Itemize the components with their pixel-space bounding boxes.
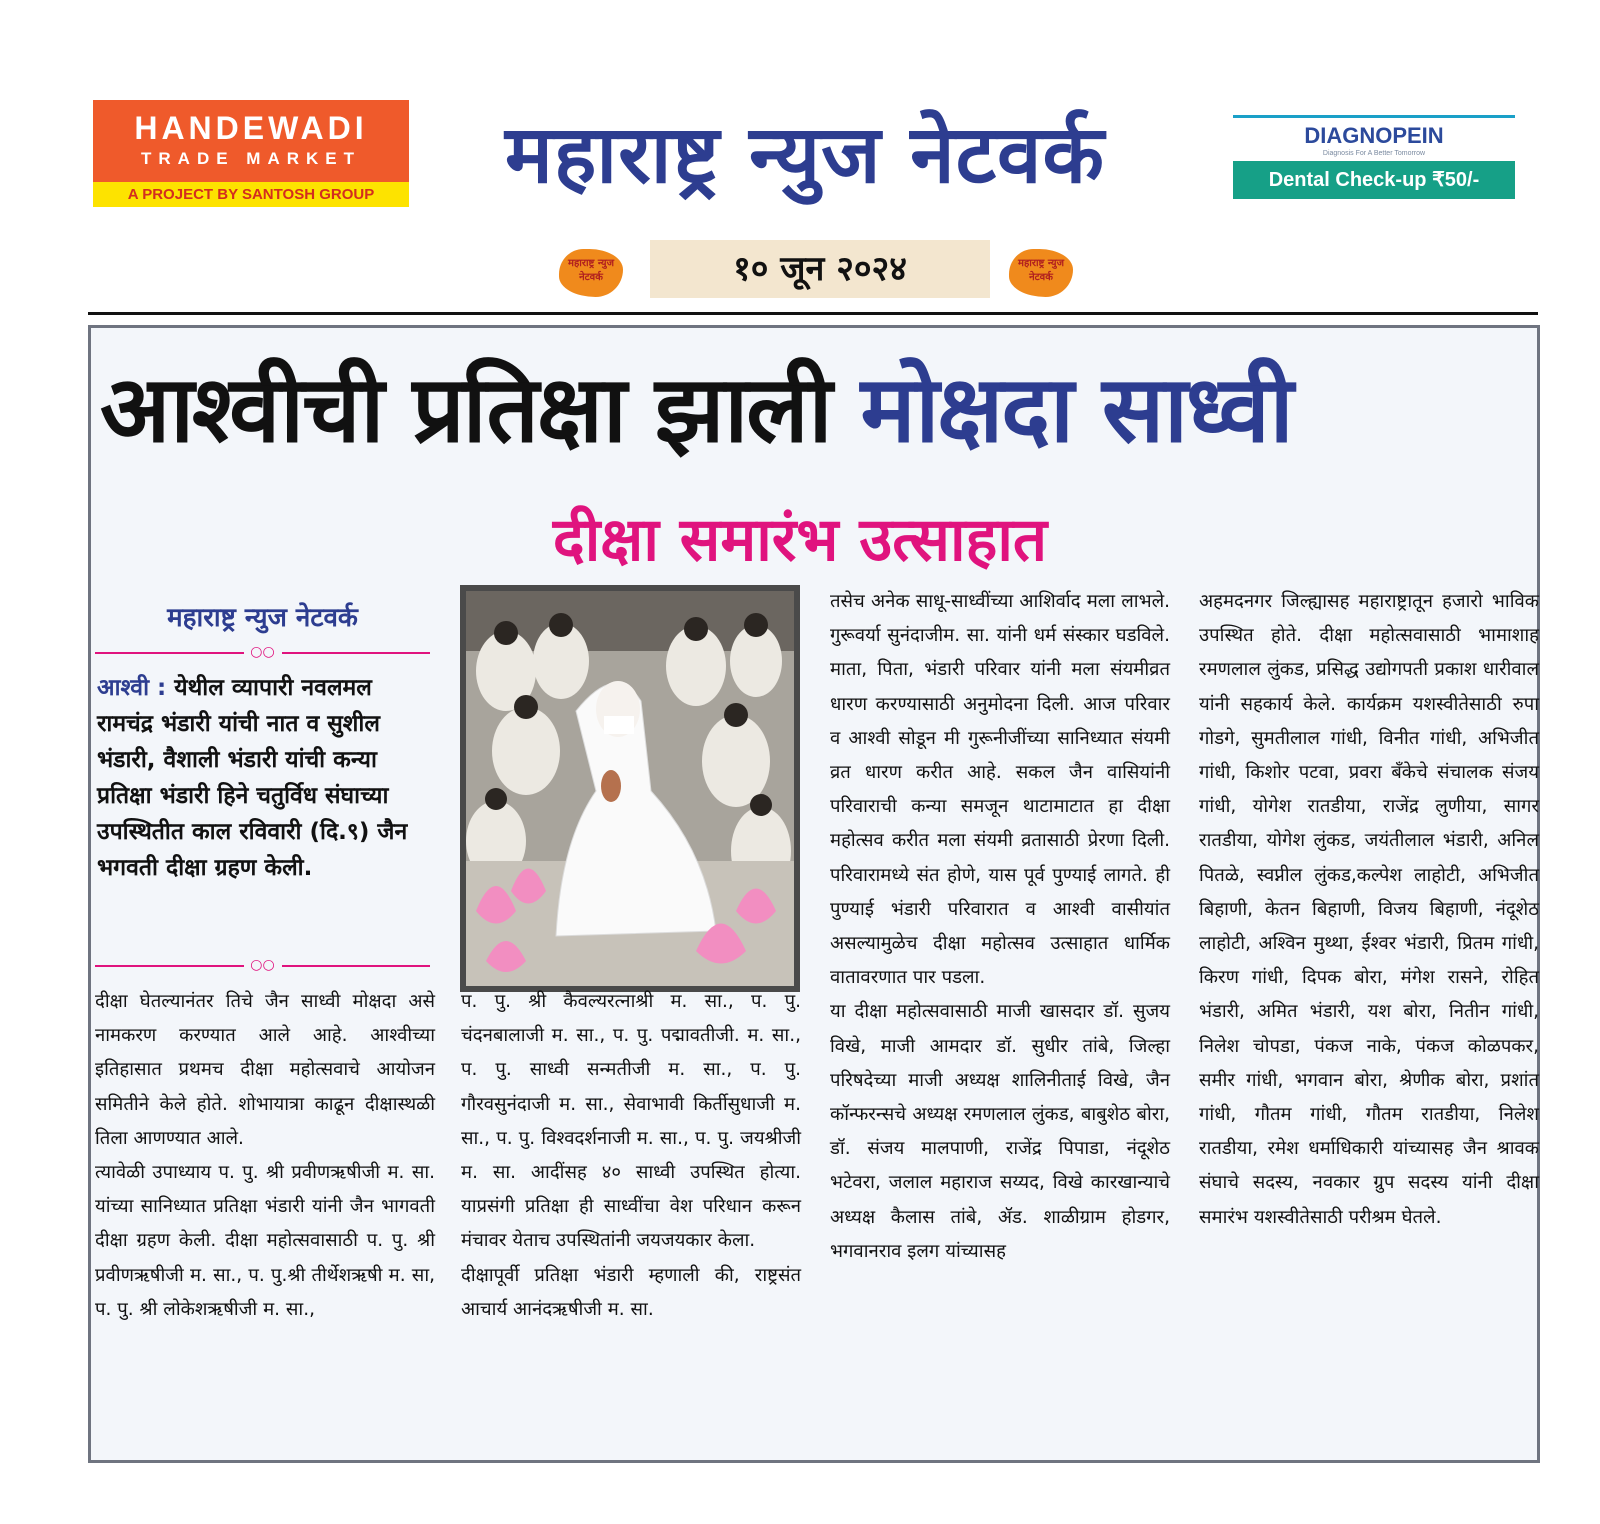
lead-paragraph <box>97 670 430 886</box>
divider-ornament-icon: ○○ <box>244 644 282 660</box>
map-badge-icon <box>555 243 627 303</box>
column-paragraph: दीक्षापूर्वी प्रतिक्षा भंडारी म्हणाली की, राष्ट्रसंत आचार्य आनंदऋषीजी म. सा. <box>461 1264 801 1320</box>
ad-tagline: Diagnosis For A Better Tomorrow <box>1322 150 1426 157</box>
column-paragraph: या दीक्षा महोत्सवासाठी माजी खासदार डॉ. सुजय विखे, माजी आमदार डॉ. सुधीर तांबे, जिल्हा परिषदेच्या माजी अध्यक्ष शालिनीताई विखे, जैन कॉन्फरन्सचे अध्यक्ष रमणलाल लुंकड, बाबुशेठ बोरा, डॉ. संजय मालपाणी, राजेंद्र पिपाडा, नंदूशेठ भटेवरा, जलाल महाराज सय्यद, विखे कारखान्याचे अध्यक्ष कैलास तांबे, ॲड. शाळीग्राम होडगर, भगवानराव इलग यांच्यासह <box>830 1001 1170 1262</box>
article-column-3 <box>830 585 1170 1269</box>
lead-divider <box>95 644 430 660</box>
header-rule <box>88 312 1538 315</box>
lead-body: येथील व्यापारी नवलमल रामचंद्र भंडारी यांची नात व सुशील भंडारी, वैशाली भंडारी यांची कन्या प्रतिक्षा भंडारी हिने चतुर्विध संघाच्या उपस्थितीत काल रविवारी (दि.९) जैन भगवती दीक्षा ग्रहण केली. <box>97 675 408 881</box>
ad-strip: A PROJECT BY SANTOSH GROUP <box>93 182 409 207</box>
badge-text: महाराष्ट्र न्युज नेटवर्क <box>1017 258 1065 283</box>
column-paragraph: दीक्षा घेतल्यानंतर तिचे जैन साध्वी मोक्षदा असे नामकरण करण्यात आले आहे. आश्वीच्या इतिहासात प्रथमच दीक्षा महोत्सवाचे आयोजन समितीने केले होते. शोभायात्रा काढून दीक्षास्थळी तिला आणण्यात आले. <box>95 991 435 1149</box>
masthead-title: महाराष्ट्र न्युज नेटवर्क <box>505 108 1105 201</box>
lead-dateline: आश्वी : <box>97 675 167 701</box>
article-column-1 <box>95 985 435 1327</box>
article-column-4 <box>1199 585 1539 1235</box>
sadhvi-photo-illustration <box>466 591 794 986</box>
lead-divider <box>95 957 430 973</box>
diagnopein-ad[interactable] <box>1233 115 1515 199</box>
article-subheadline: दीक्षा समारंभ उत्साहात <box>552 505 1048 575</box>
article-photo <box>460 585 800 992</box>
column-paragraph: तसेच अनेक साधू-साध्वींच्या आशिर्वाद मला लाभले. गुरूवर्या सुनंदाजीम. सा. यांनी धर्म संस्कार घडविले. माता, पिता, भंडारी परिवार यांनी मला संयमीव्रत धारण करण्यासाठी अनुमोदना दिली. आज परिवार व आश्वी सोडून मी गुरूनीजींच्या सानिध्यात संयमी व्रत धारण करीत आहे. सकल जैन वासियांनी परिवाराची कन्या समजून थाटामाटात हा दीक्षा महोत्सव करीत मला संयमी व्रतासाठी प्रेरणा दिली. परिवारामध्ये संत होणे, यास पूर्व पुण्याई लागते. ही पुण्याई भंडारी परिवारात व आश्वी वासीयांत असल्यामुळेच दीक्षा महोत्सव उत्साहात धार्मिक वातावरणात पार पडला. <box>830 591 1170 989</box>
column-paragraph: त्यावेळी उपाध्याय प. पु. श्री प्रवीणऋषीजी म. सा. यांच्या सानिध्यात प्रतिक्षा भंडारी यांनी जैन भागवती दीक्षा ग्रहण केली. दीक्षा महोत्सवासाठी प. पु. श्री प्रवीणऋषीजी म. सा., प. पु.श्री तीर्थेशऋषी म. सा, प. पु. श्री लोकेशऋषीजी म. सा., <box>95 1162 435 1320</box>
headline-part-1: आश्वीची प्रतिक्षा झाली <box>100 356 831 463</box>
column-paragraph: अहमदनगर जिल्ह्यासह महाराष्ट्रातून हजारो भाविक उपस्थित होते. दीक्षा महोत्सवासाठी भामाशाह रमणलाल लुंकड, प्रसिद्ध उद्योगपती प्रकाश धारीवाल यांनी सहकार्य केले. कार्यक्रम यशस्वीतेसाठी रुपा गोडगे, सुमतीलाल गांधी, विनीत गांधी, अभिजीत गांधी, किशोर पटवा, प्रवरा बँकेचे संचालक संजय गांधी, योगेश रातडीया, राजेंद्र लुणीया, सागर रातडीया, योगेश लुंकड, जयंतीलाल भंडारी, अनिल पितळे, स्वप्नील लुंकड,कल्पेश लाहोटी, अभिजीत बिहाणी, केतन बिहाणी, विजय बिहाणी, नंदूशेठ लाहोटी, अश्विन मुथ्था, ईश्वर भंडारी, प्रितम गांधी, किरण गांधी, दिपक बोरा, मंगेश रासने, रोहित भंडारी, अमित भंडारी, यश बोरा, नितीन गांधी, निलेश चोपडा, पंकज नाके, पंकज कोळपकर, समीर गांधी, भगवान बोरा, श्रेणीक बोरा, प्रशांत गांधी, गौतम गांधी, गौतम रातडीया, निलेश रातडीया, रमेश धर्माधिकारी यांच्यासह जैन श्रावक संघाचे सदस्य, नवकार ग्रुप सदस्य यांनी दीक्षा समारंभ यशस्वीतेसाठी परीश्रम घेतले. <box>1199 591 1539 1228</box>
ad-logo: DIAGNOPEIN <box>1304 123 1444 148</box>
headline-part-2: मोक्षदा साध्वी <box>860 356 1292 463</box>
issue-date: १० जून २०२४ <box>650 240 990 298</box>
ad-sub: TRADE MARKET <box>141 149 361 168</box>
article-column-2 <box>461 985 801 1327</box>
article-headline <box>100 345 1540 475</box>
ad-brand: HANDEWADI <box>134 110 368 146</box>
map-badge-icon <box>1005 243 1077 303</box>
ad-topline <box>1233 115 1515 118</box>
lead-byline: महाराष्ट्र न्युज नेटवर्क <box>167 603 358 633</box>
column-paragraph: प. पु. श्री कैवल्यरत्नाश्री म. सा., प. पु. चंदनबालाजी म. सा., प. पु. पद्मावतीजी. म. सा., प. पु. साध्वी सन्मतीजी म. सा., प. पु. गौरवसुनंदाजी म. सा., सेवाभावी किर्तीसुधाजी म. सा., प. पु. विश्वदर्शनाजी म. सा., प. पु. जयश्रीजी म. सा. आदींसह ४० साध्वी उपस्थित होत्या. याप्रसंगी प्रतिक्षा ही साध्वींचा वेश परिधान करून मंचावर येताच उपस्थितांनी जयजयकार केला. <box>461 991 801 1252</box>
ad-offer: Dental Check-up ₹50/- <box>1233 161 1515 199</box>
badge-text: महाराष्ट्र न्युज नेटवर्क <box>567 258 615 283</box>
divider-ornament-icon: ○○ <box>244 957 282 973</box>
handewadi-ad[interactable] <box>93 100 409 207</box>
